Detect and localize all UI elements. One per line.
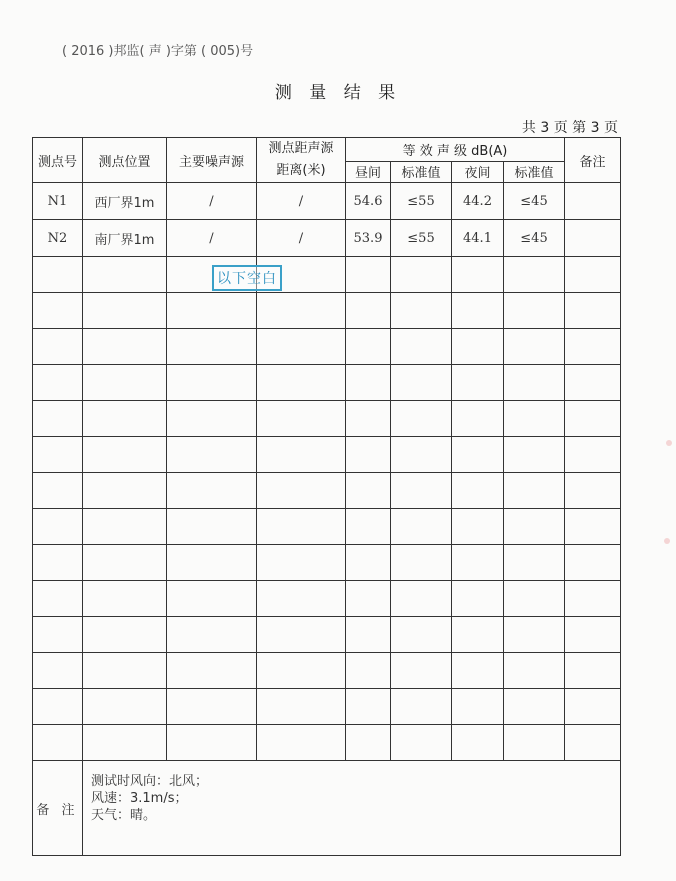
cell-day-std: ≤55	[391, 183, 452, 220]
table-row	[33, 183, 621, 220]
header-row-1	[33, 138, 621, 162]
cell-distance: /	[257, 183, 346, 220]
table-row	[33, 220, 621, 257]
cell-day: 54.6	[346, 183, 391, 220]
red-ink-mark	[664, 538, 670, 544]
cell-source: /	[167, 220, 257, 257]
remarks-line-wind-direction: 测试时风向：北风；	[91, 774, 209, 789]
empty-row	[33, 329, 621, 365]
header-leq-group: 等 效 声 级 dB(A)	[346, 138, 565, 162]
cell-distance: /	[257, 220, 346, 257]
empty-row	[33, 581, 621, 617]
blank-below-stamp: 以下空白	[212, 265, 282, 291]
header-night: 夜间	[452, 161, 504, 182]
cell-night: 44.1	[452, 220, 504, 257]
empty-row	[33, 617, 621, 653]
empty-row	[33, 365, 621, 401]
cell-night: 44.2	[452, 183, 504, 220]
header-point-location: 测点位置	[83, 138, 167, 183]
page-count: 共 3 页 第 3 页	[521, 120, 618, 136]
cell-night-std: ≤45	[504, 183, 565, 220]
empty-row	[33, 473, 621, 509]
remarks-label: 备 注	[33, 761, 83, 856]
empty-row	[33, 653, 621, 689]
empty-row	[33, 257, 621, 293]
empty-row	[33, 689, 621, 725]
empty-row	[33, 437, 621, 473]
empty-row	[33, 725, 621, 761]
cell-location: 西厂界1m	[83, 183, 167, 220]
header-remark: 备注	[565, 138, 621, 183]
page-title: 测 量 结 果	[274, 83, 402, 103]
remarks-body	[83, 761, 621, 856]
remarks-line-wind-speed: 风速：3.1m/s；	[91, 791, 188, 806]
header-point-no: 测点号	[33, 138, 83, 183]
cell-location: 南厂界1m	[83, 220, 167, 257]
empty-row	[33, 509, 621, 545]
header-distance	[257, 138, 346, 183]
empty-row	[33, 545, 621, 581]
header-day: 昼间	[346, 161, 391, 182]
cell-source: /	[167, 183, 257, 220]
remarks-line-weather: 天气：晴。	[91, 808, 157, 823]
document-number: ( 2016 )邦监( 声 )字第 ( 005)号	[62, 44, 254, 59]
cell-remark	[565, 220, 621, 257]
cell-day: 53.9	[346, 220, 391, 257]
empty-row	[33, 401, 621, 437]
empty-row	[33, 293, 621, 329]
cell-point: N1	[33, 183, 83, 220]
cell-remark	[565, 183, 621, 220]
header-day-std: 标准值	[391, 161, 452, 182]
header-main-source: 主要噪声源	[167, 138, 257, 183]
cell-night-std: ≤45	[504, 220, 565, 257]
header-distance-text: 测点距声源 距离(米)	[268, 141, 334, 178]
remarks-row	[33, 761, 621, 856]
cell-point: N2	[33, 220, 83, 257]
cell-day-std: ≤55	[391, 220, 452, 257]
results-table	[32, 137, 621, 856]
header-night-std: 标准值	[504, 161, 565, 182]
red-ink-mark	[666, 440, 672, 446]
